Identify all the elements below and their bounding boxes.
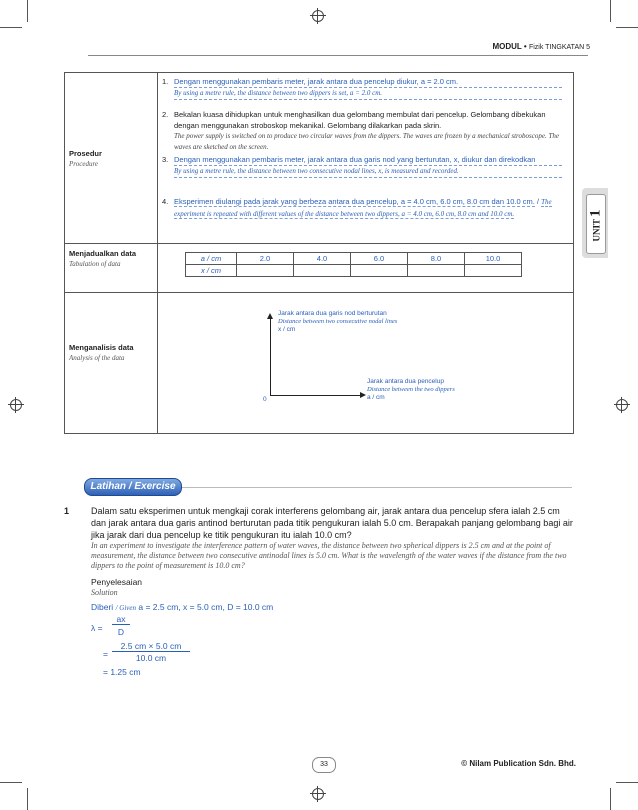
unit-word: UNIT xyxy=(591,219,602,242)
step-text-ms: Bekalan kuasa dihidupkan untuk menghasilkan dua gelombang membulat dari pencelup. Gelombang dibekukan dengan menggunakan stroboskop mekanikal. Gelombang dilakarkan pada skrin. xyxy=(174,110,546,130)
column-divider xyxy=(157,73,158,433)
fraction-numerator: 2.5 cm × 5.0 cm xyxy=(112,641,190,652)
table-row xyxy=(186,265,522,277)
graph-origin: 0 xyxy=(263,396,267,403)
crop-mark xyxy=(610,788,611,810)
page-header xyxy=(492,42,590,51)
table-cell: 2.0 xyxy=(237,253,294,265)
step-text-ms: Dengan menggunakan pembaris meter, jarak antara dua garis nod yang berturutan, x, diukur dan direkodkan xyxy=(174,154,562,166)
fraction-denominator: D xyxy=(117,627,125,637)
data-table xyxy=(185,252,522,277)
table-row xyxy=(186,253,522,265)
page-number: 33 xyxy=(312,757,336,773)
unit-tab-inner xyxy=(586,194,606,254)
graph-x-axis xyxy=(270,395,362,396)
analysis-label: Menganalisis data Analysis of the data xyxy=(69,343,134,362)
table-cell xyxy=(465,265,522,277)
given-line: Diberi / Given a = 2.5 cm, x = 5.0 cm, D = 10.0 cm xyxy=(91,602,274,612)
unit-number: 1 xyxy=(587,209,604,217)
table-cell: 4.0 xyxy=(294,253,351,265)
step-separator: / xyxy=(534,197,542,206)
equals-sign: = xyxy=(103,649,108,659)
table-header-a: a / cm xyxy=(186,253,237,265)
question-text-en: In an experiment to investigate the interference pattern of water waves, the distance between two spherical dippers is 2.5 cm and at the point of measurement, the distance between two consecutive antinodal lines is 5.0 cm. What is the wavelength of the water waves if the distance from the two dippers to the point of measurement is 10.0 cm? xyxy=(91,541,567,570)
registration-mark-icon xyxy=(312,788,324,800)
procedure-label: Prosedur Procedure xyxy=(69,149,102,168)
unit-tab xyxy=(582,188,608,258)
unit-tab-text xyxy=(588,197,605,255)
table-header-x: x / cm xyxy=(186,265,237,277)
arrow-right-icon xyxy=(360,392,366,398)
result-line: = 1.25 cm xyxy=(103,667,141,677)
registration-mark-icon xyxy=(616,399,628,411)
solution-label: Penyelesaian xyxy=(91,577,143,587)
fraction-numerator: ax xyxy=(112,614,130,625)
crop-mark xyxy=(0,782,22,783)
table-cell xyxy=(351,265,408,277)
crop-mark xyxy=(616,782,638,783)
crop-mark xyxy=(27,788,28,810)
crop-mark xyxy=(27,0,28,22)
table-cell: 8.0 xyxy=(408,253,465,265)
lambda-symbol: λ = xyxy=(91,623,103,633)
arrow-up-icon xyxy=(267,313,273,319)
header-divider xyxy=(88,55,588,56)
question-number: 1 xyxy=(64,506,70,516)
exercise-badge: Latihan / Exercise xyxy=(84,478,182,496)
procedure-step: 1. Dengan menggunakan pembaris meter, jarak antara dua pencelup diukur, a = 2.0 cm. By using a metre rule, the distance between two dippers is set, a = 2.0 cm. xyxy=(162,76,562,100)
registration-mark-icon xyxy=(10,399,22,411)
tabulation-label: Menjadualkan data Tabulation of data xyxy=(69,249,137,268)
procedure-step: 4. Eksperimen diulangi pada jarak yang berbeza antara dua pencelup, a = 4.0 cm, 6.0 cm, 8.0 cm dan 10.0 cm. / The experiment is repeated with different values of the distance between two dippers, a = 4.0 cm, 6.0 cm, 8.0 cm and 10.0 cm. xyxy=(162,197,552,218)
question-text-ms: Dalam satu eksperimen untuk mengkaji corak interferens gelombang air, jarak antara dua pencelup sfera ialah 2.5 cm dan jarak antara dua garis antinod berturutan pada titik pengukuran ialah 5.0 cm. Berapakah panjang gelombang bagi air jika jarak dari dua pencelup ke titik pengukuran itu ialah 10.0 cm? xyxy=(91,506,573,540)
table-cell: 6.0 xyxy=(351,253,408,265)
table-cell: 10.0 xyxy=(465,253,522,265)
step-text-ms: Eksperimen diulangi pada jarak yang berbeza antara dua pencelup, a = 4.0 cm, 6.0 cm, 8.0 cm dan 10.0 cm. xyxy=(174,197,535,206)
step-text-en: By using a metre rule, the distance between two dippers is set, a = 2.0 cm. xyxy=(174,88,562,100)
graph-x-label: Jarak antara dua pencelup Distance between the two dippers a / cm xyxy=(367,378,455,401)
crop-mark xyxy=(610,0,611,22)
table-cell xyxy=(408,265,465,277)
registration-mark-icon xyxy=(312,10,324,22)
step-text-en: The power supply is switched on to produce two circular waves from the dippers. The waves are frozen by a mechanical stroboscope. The waves are sketched on the screen. xyxy=(174,132,559,151)
row-divider xyxy=(65,292,573,293)
header-bullet: • xyxy=(523,42,527,51)
crop-mark xyxy=(616,27,638,28)
row-divider xyxy=(65,243,573,244)
graph-y-axis xyxy=(270,316,271,396)
module-label: MODUL xyxy=(492,42,522,51)
table-cell xyxy=(294,265,351,277)
graph-y-label: Jarak antara dua garis nod berturutan Distance between two consecutive nodal lines x / cm xyxy=(278,310,398,333)
crop-mark xyxy=(0,27,22,28)
step-text-en: The experiment is repeated with different values of the distance between two dippers, a = 4.0 cm, 6.0 cm, 8.0 cm and 10.0 cm. xyxy=(174,198,552,218)
procedure-step: 2. Bekalan kuasa dihidupkan untuk menghasilkan dua gelombang membulat dari pencelup. Gelombang dibekukan dengan menggunakan stroboskop mekanikal. Gelombang dilakarkan pada skrin. The power supply is switched on to produce two circular waves from the dippers. The waves are frozen by a mechanical stroboscope. The waves are sketched on the screen. xyxy=(162,109,562,153)
fraction-denominator: 10.0 cm xyxy=(135,653,167,663)
exercise-question xyxy=(64,505,576,571)
solution-label-en: Solution xyxy=(91,588,118,597)
table-cell xyxy=(237,265,294,277)
step-text-ms: Dengan menggunakan pembaris meter, jarak antara dua pencelup diukur, a = 2.0 cm. xyxy=(174,76,562,88)
subject-label: Fizik TINGKATAN 5 xyxy=(528,44,590,51)
step-text-en: By using a metre rule, the distance between two consecutive nodal lines, x, is measured and recorded. xyxy=(174,166,562,178)
publisher-credit: © Nilam Publication Sdn. Bhd. xyxy=(461,759,576,768)
procedure-step: 3. Dengan menggunakan pembaris meter, jarak antara dua garis nod yang berturutan, x, diukur dan direkodkan By using a metre rule, the distance between two consecutive nodal lines, x, is measured and recorded. xyxy=(162,154,562,178)
